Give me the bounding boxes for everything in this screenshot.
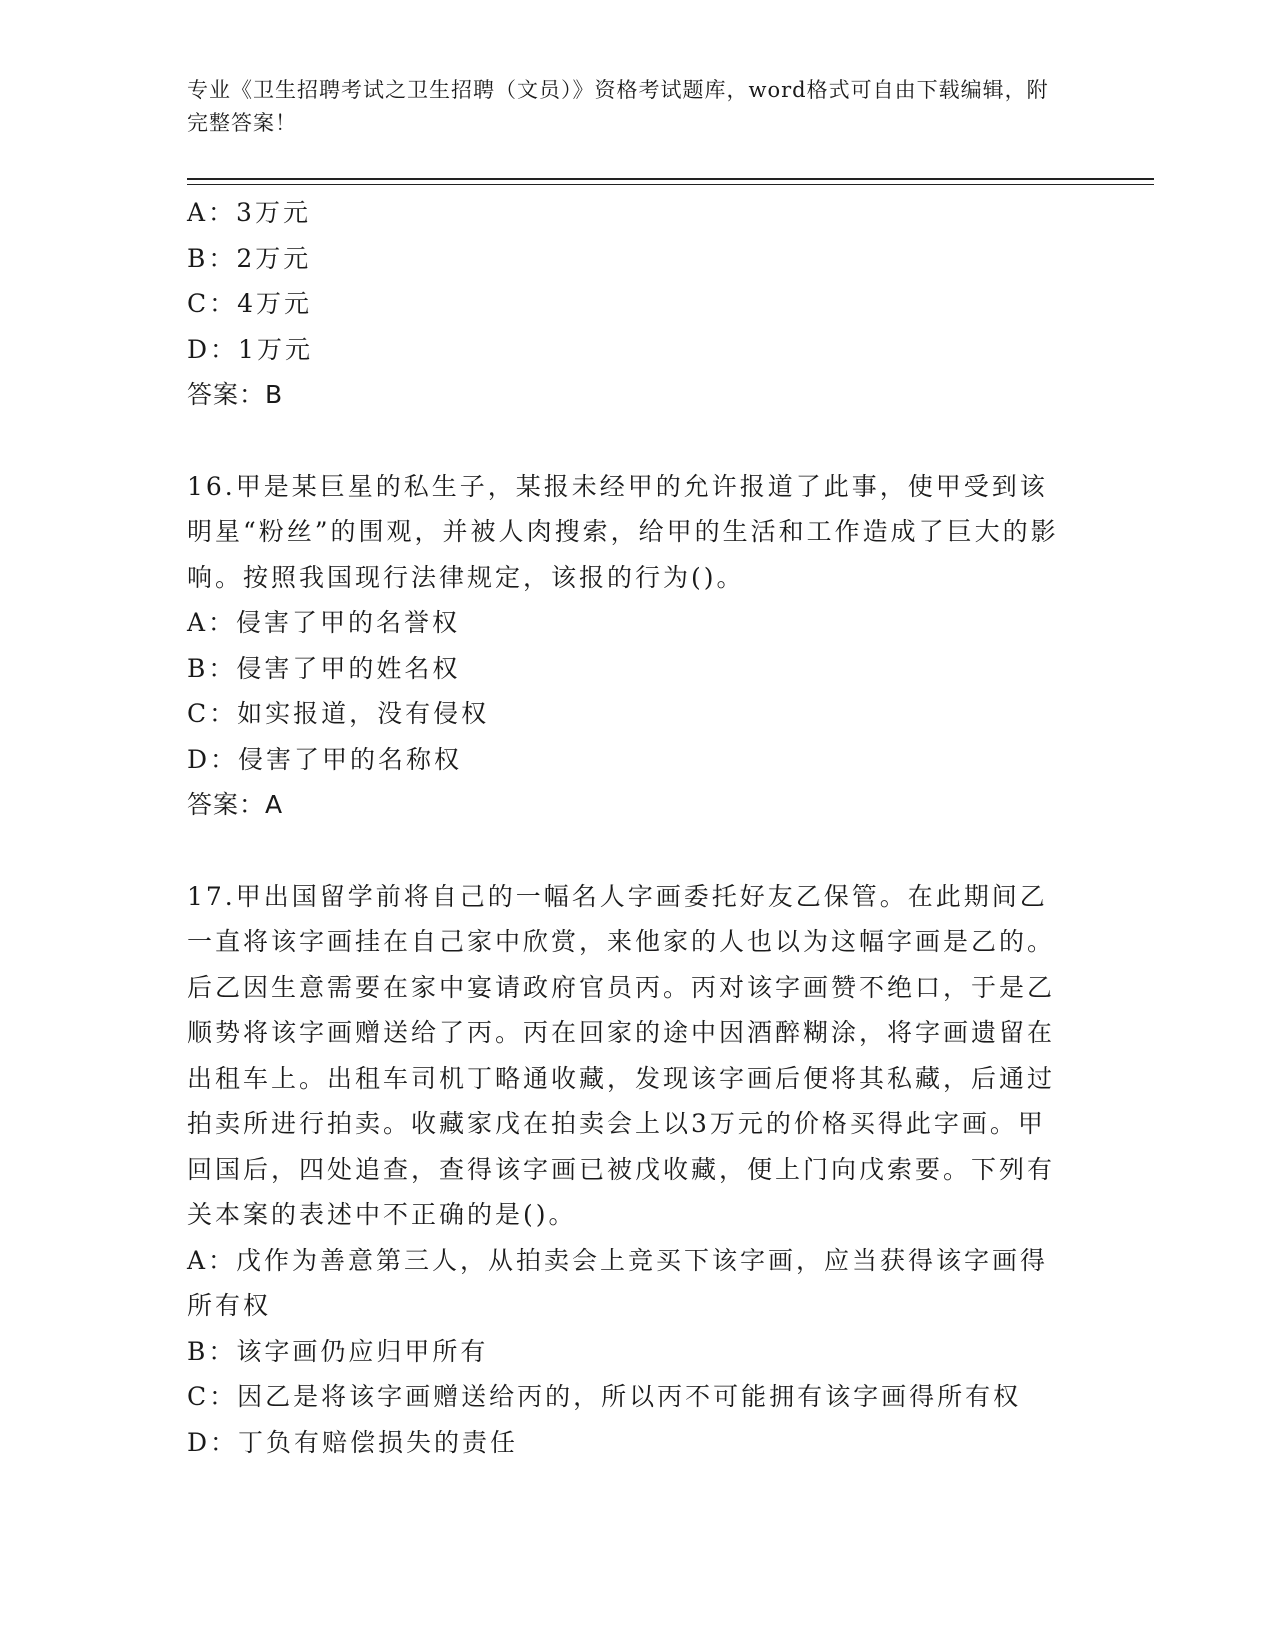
option-a: A：侵害了甲的名誉权 — [187, 608, 461, 637]
question-15 — [187, 190, 1087, 418]
question-stem: 17.甲出国留学前将自己的一幅名人字画委托好友乙保管。在此期间乙一直将该字画挂在自己家中欣赏，来他家的人也以为这幅字画是乙的。后乙因生意需要在家中宴请政府官员丙。丙对该字画赞不绝口，于是乙顺势将该字画赠送给了丙。丙在回家的途中因酒醉糊涂，将字画遗留在出租车上。出租车司机丁略通收藏，发现该字画后便将其私藏，后通过拍卖所进行拍卖。收藏家戊在拍卖会上以3万元的价格买得此字画。甲回国后，四处追查，查得该字画已被戊收藏，便上门向戊索要。下列有关本案的表述中不正确的是()。 — [187, 881, 1056, 1229]
document-header: 专业《卫生招聘考试之卫生招聘（文员）》资格考试题库，word格式可自由下载编辑，附完整答案！ — [187, 78, 1049, 135]
option-d: D：侵害了甲的名称权 — [187, 744, 463, 774]
option-b: B：侵害了甲的姓名权 — [187, 653, 461, 683]
question-content — [187, 190, 1087, 1465]
question-16 — [187, 464, 1087, 828]
answer-line: 答案：A — [187, 790, 284, 819]
option-a: A：3万元 — [187, 198, 311, 227]
spacer — [187, 418, 1087, 464]
answer-line: 答案：B — [187, 380, 284, 409]
spacer — [187, 828, 1087, 874]
option-a: A：戊作为善意第三人，从拍卖会上竞买下该字画，应当获得该字画得所有权 — [187, 1245, 1049, 1320]
option-c: C：如实报道，没有侵权 — [187, 699, 490, 728]
option-d: D：1万元 — [187, 334, 313, 364]
question-stem: 16.甲是某巨星的私生子，某报未经甲的允许报道了此事，使甲受到该明星“粉丝”的围观，并被人肉搜索，给甲的生活和工作造成了巨大的影响。按照我国现行法律规定，该报的行为()。 — [187, 471, 1059, 592]
header-divider-thick — [187, 178, 1154, 180]
option-b: B：该字画仍应归甲所有 — [187, 1336, 489, 1366]
option-c: C：因乙是将该字画赠送给丙的，所以丙不可能拥有该字画得所有权 — [187, 1382, 1022, 1411]
option-d: D：丁负有赔偿损失的责任 — [187, 1427, 519, 1457]
option-b: B：2万元 — [187, 243, 312, 273]
header-divider-thin — [187, 184, 1154, 185]
question-17 — [187, 874, 1087, 1466]
option-c: C：4万元 — [187, 289, 313, 318]
